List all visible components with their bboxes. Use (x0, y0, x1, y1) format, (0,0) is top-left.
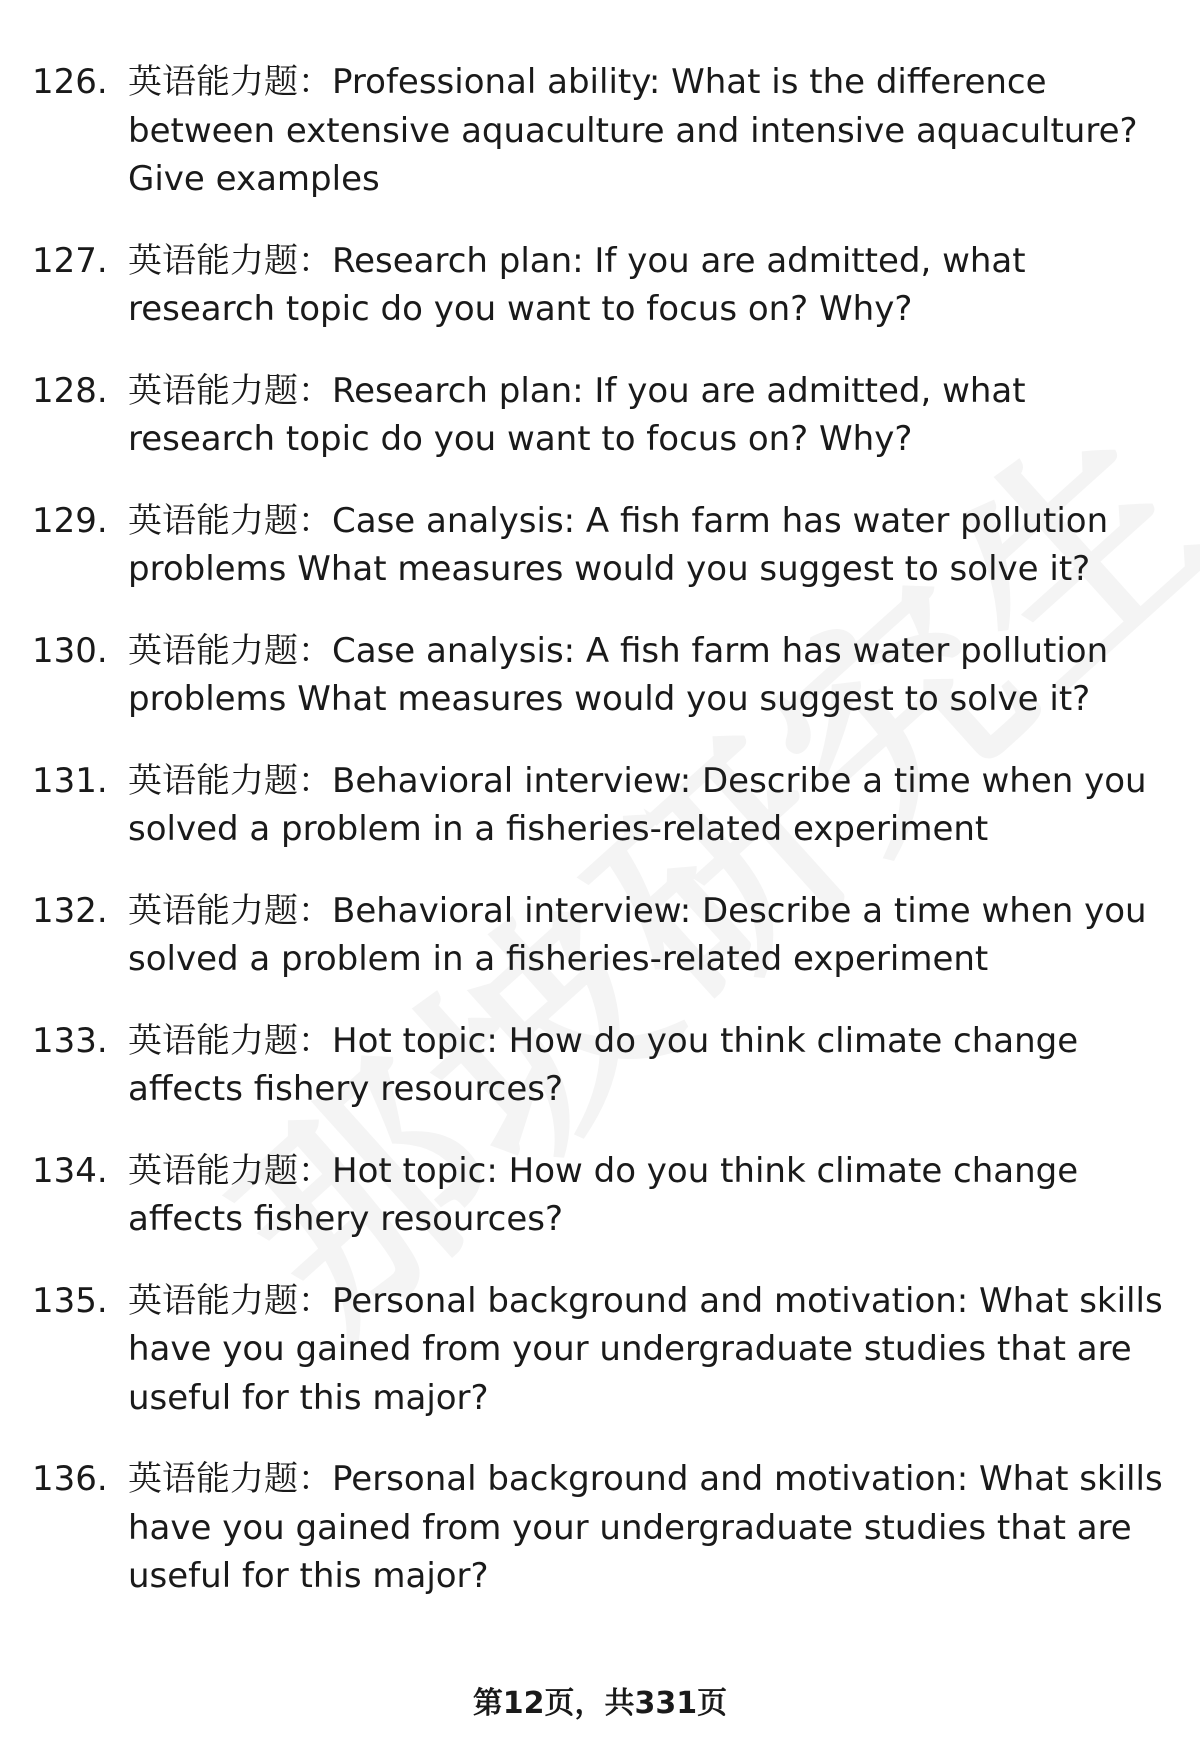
question-number: 129. (32, 500, 108, 541)
question-item (32, 367, 1172, 464)
question-number: 127. (32, 240, 108, 281)
question-number: 133. (32, 1020, 108, 1061)
question-list (32, 58, 1172, 1634)
question-number: 134. (32, 1150, 108, 1191)
page-footer: 第12页，共331页 (472, 1686, 728, 1721)
question-text: 英语能力题：Personal background and motivation: What skills have you gained from your undergraduate studies that are useful for this major? (128, 1459, 1163, 1596)
question-text: 英语能力题：Research plan: If you are admitted, what research topic do you want to focus on? Why? (128, 240, 1026, 329)
question-item (32, 757, 1172, 854)
question-text: 英语能力题：Case analysis: A fish farm has water pollution problems What measures would you suggest to solve it? (128, 500, 1109, 589)
question-number: 136. (32, 1459, 108, 1499)
question-number: 126. (32, 62, 108, 102)
question-item (32, 887, 1172, 984)
question-item (32, 1017, 1172, 1114)
question-text: 英语能力题：Hot topic: How do you think climate change affects fishery resources? (128, 1150, 1079, 1239)
question-item (32, 627, 1172, 724)
question-text: 英语能力题：Personal background and motivation: What skills have you gained from your undergraduate studies that are useful for this major? (128, 1280, 1163, 1418)
question-number: 132. (32, 890, 108, 931)
question-text: 英语能力题：Case analysis: A fish farm has water pollution problems What measures would you suggest to solve it? (128, 630, 1109, 719)
question-text: 英语能力题：Research plan: If you are admitted, what research topic do you want to focus on? Why? (128, 370, 1026, 459)
question-number: 131. (32, 760, 108, 801)
question-item (32, 58, 1172, 204)
question-item (32, 237, 1172, 334)
question-item (32, 1455, 1172, 1601)
question-item (32, 1277, 1172, 1423)
question-item (32, 497, 1172, 594)
question-number: 128. (32, 370, 108, 411)
question-number: 130. (32, 630, 108, 671)
question-text: 英语能力题：Behavioral interview: Describe a time when you solved a problem in a fisheries-related experiment (128, 890, 1147, 979)
question-item (32, 1147, 1172, 1244)
question-number: 135. (32, 1280, 108, 1321)
question-text: 英语能力题：Hot topic: How do you think climate change affects fishery resources? (128, 1020, 1079, 1109)
question-text: 英语能力题：Behavioral interview: Describe a time when you solved a problem in a fisheries-related experiment (128, 760, 1147, 849)
question-text: 英语能力题：Professional ability: What is the difference between extensive aquaculture and intensive aquaculture? Give examples (128, 62, 1138, 199)
